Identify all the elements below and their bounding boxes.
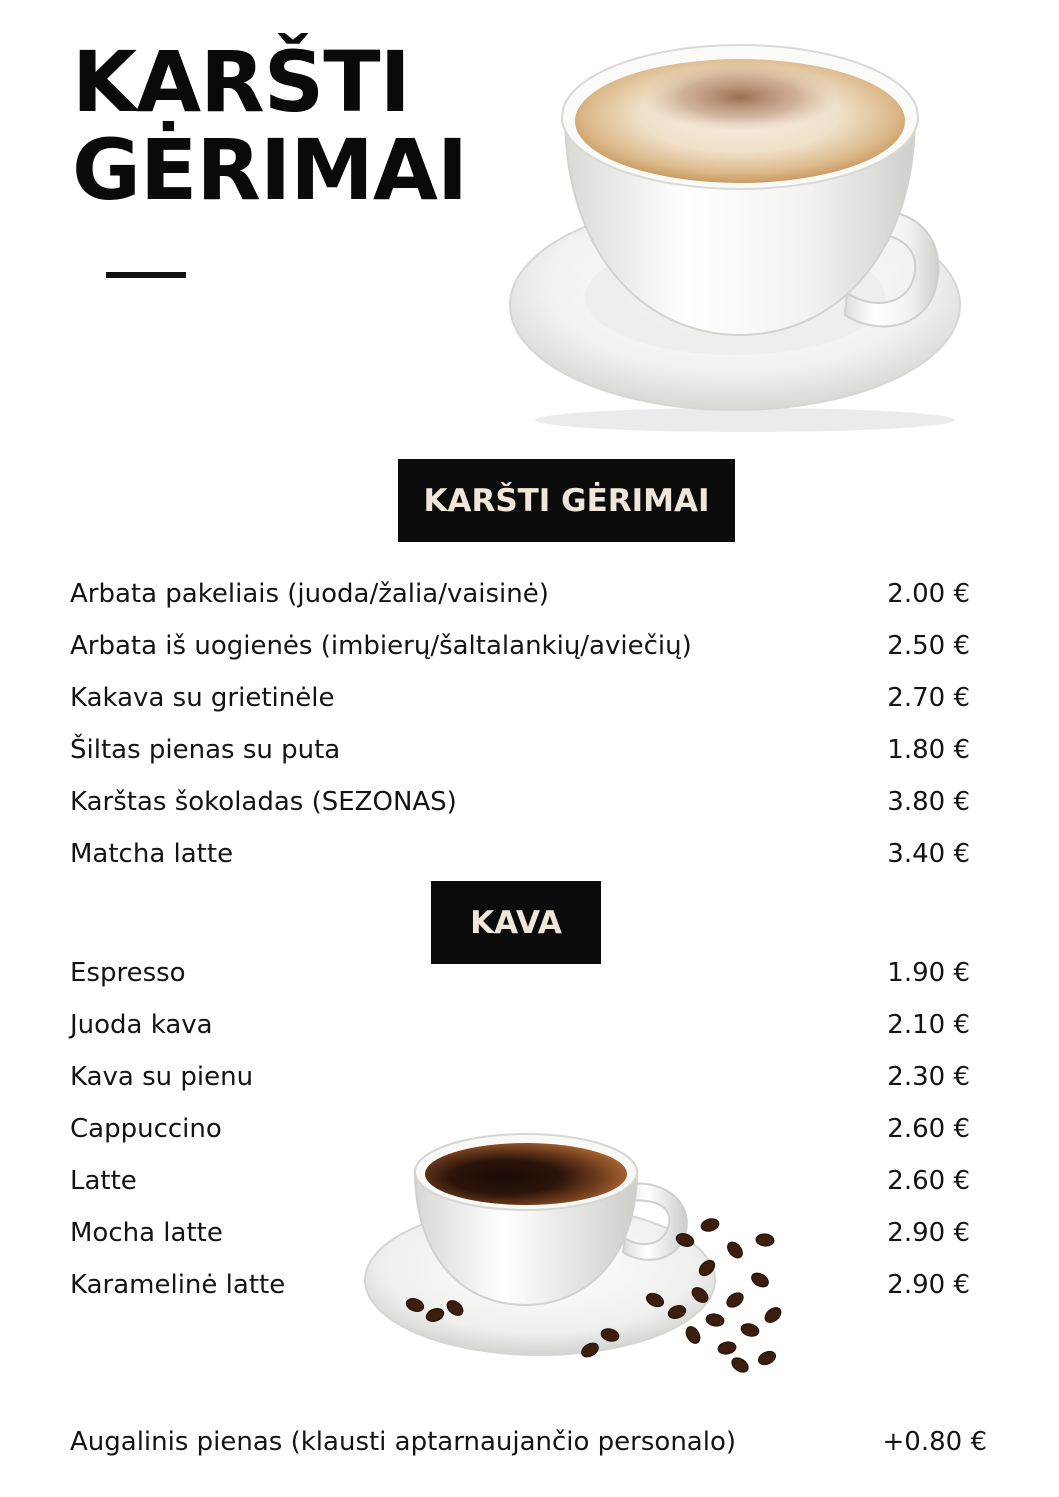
menu-item-name: Espresso bbox=[70, 958, 186, 988]
menu-item-price: 1.90 € bbox=[887, 958, 970, 988]
plant-milk-note-price: +0.80 € bbox=[882, 1427, 987, 1457]
plant-milk-note-text: Augalinis pienas (klausti aptarnaujančio personalo) bbox=[70, 1427, 737, 1457]
menu-item-price: 2.30 € bbox=[887, 1062, 970, 1092]
menu-item-price: 3.80 € bbox=[887, 787, 970, 817]
menu-item bbox=[70, 1057, 970, 1109]
menu-item-name: Arbata pakeliais (juoda/žalia/vaisinė) bbox=[70, 579, 549, 609]
menu-item bbox=[70, 782, 970, 834]
menu-item-name: Kava su pienu bbox=[70, 1062, 254, 1092]
menu-item-price: 2.50 € bbox=[887, 631, 970, 661]
menu-item-name: Matcha latte bbox=[70, 839, 234, 869]
cappuccino-cup-image bbox=[495, 25, 995, 435]
menu-item-price: 2.90 € bbox=[887, 1270, 970, 1300]
menu-item bbox=[70, 678, 970, 730]
menu-item-price: 2.60 € bbox=[887, 1166, 970, 1196]
menu-item-name: Karamelinė latte bbox=[70, 1270, 286, 1300]
menu-item bbox=[70, 1265, 970, 1317]
menu-item-price: 2.10 € bbox=[887, 1010, 970, 1040]
menu-item-name: Šiltas pienas su puta bbox=[70, 735, 341, 765]
menu-item bbox=[70, 574, 970, 626]
menu-item bbox=[70, 1109, 970, 1161]
page-title-line-2: GĖRIMAI bbox=[72, 121, 468, 219]
menu-item-price: 2.90 € bbox=[887, 1218, 970, 1248]
menu-item bbox=[70, 730, 970, 782]
section-header-kava: KAVA bbox=[431, 881, 601, 964]
title-divider bbox=[106, 272, 186, 278]
menu-item-price: 2.70 € bbox=[887, 683, 970, 713]
menu-item bbox=[70, 953, 970, 1005]
menu-item-price: 1.80 € bbox=[887, 735, 970, 765]
menu-item bbox=[70, 1161, 970, 1213]
menu-item-name: Arbata iš uogienės (imbierų/šaltalankių/aviečių) bbox=[70, 631, 692, 661]
menu-item-price: 2.60 € bbox=[887, 1114, 970, 1144]
menu-item bbox=[70, 626, 970, 678]
menu-item-name: Juoda kava bbox=[70, 1010, 213, 1040]
page-title bbox=[72, 33, 468, 219]
coffee-list bbox=[70, 953, 970, 1317]
menu-item bbox=[70, 1005, 970, 1057]
menu-item-price: 2.00 € bbox=[887, 579, 970, 609]
menu-item-name: Mocha latte bbox=[70, 1218, 223, 1248]
menu-item-name: Karštas šokoladas (SEZONAS) bbox=[70, 787, 457, 817]
menu-item-price: 3.40 € bbox=[887, 839, 970, 869]
hot-drinks-list bbox=[70, 574, 970, 886]
section-header-karsti-gerimai: KARŠTI GĖRIMAI bbox=[398, 459, 735, 542]
plant-milk-note bbox=[70, 1422, 987, 1462]
menu-item bbox=[70, 834, 970, 886]
menu-item-name: Latte bbox=[70, 1166, 137, 1196]
menu-item-name: Cappuccino bbox=[70, 1114, 222, 1144]
page-title-line-1: KARŠTI bbox=[72, 33, 410, 131]
menu-item-name: Kakava su grietinėle bbox=[70, 683, 335, 713]
menu-item bbox=[70, 1213, 970, 1265]
